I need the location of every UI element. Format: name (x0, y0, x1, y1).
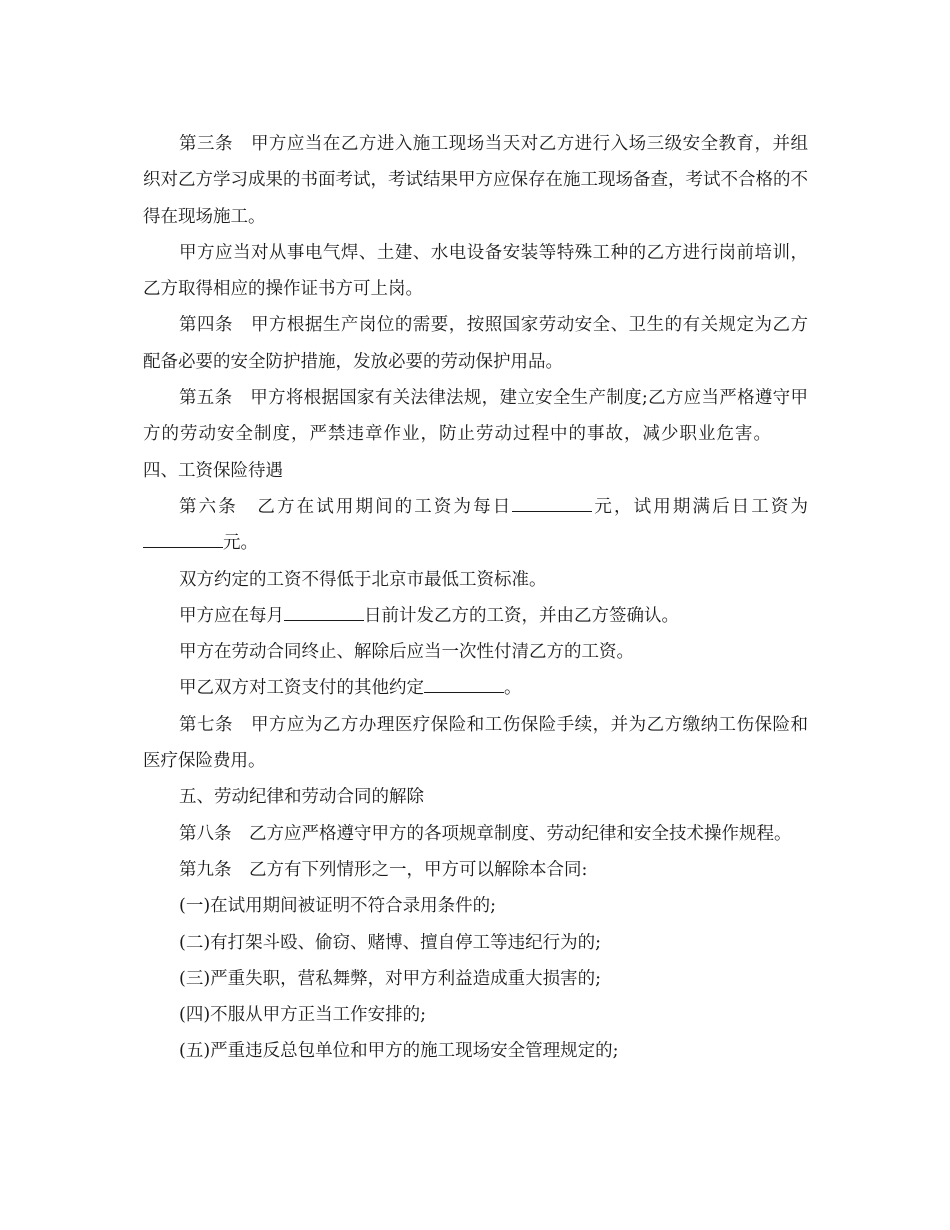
article-9-item-4: (四)不服从甲方正当工作安排的; (179, 1005, 427, 1026)
article-9-item-2: (二)有打架斗殴、偷窃、赌博、擅自停工等违纪行为的; (179, 932, 602, 953)
contract-body (143, 126, 808, 1070)
section-5-heading: 五、劳动纪律和劳动合同的解除 (179, 787, 424, 808)
wage-date-part-2: 日前计发乙方的工资，并由乙方签确认。 (364, 605, 679, 626)
article-6 (143, 489, 808, 562)
article-9-item-3: (三)严重失职，营私舞弊，对甲方利益造成重大损害的; (179, 968, 602, 989)
wage-date-part-1: 甲方应在每月 (179, 605, 284, 626)
article-5 (143, 380, 808, 489)
article-3-special-training: 甲方应当对从事电气焊、土建、水电设备安装等特殊工种的乙方进行岗前培训，乙方取得相应的操作证书方可上岗。 (143, 242, 808, 300)
article-3: 第三条 甲方应当在乙方进入施工现场当天对乙方进行入场三级安全教育，并组织对乙方学习成果的书面考试，考试结果甲方应保存在施工现场备查，考试不合格的不得在现场施工。 (143, 134, 808, 227)
article-4: 第四条 甲方根据生产岗位的需要，按照国家劳动安全、卫生的有关规定为乙方配备必要的安全防护措施，发放必要的劳动保护用品。 (143, 315, 808, 372)
daily-wage-after-probation-blank[interactable] (143, 529, 223, 548)
article-7: 第七条 甲方应为乙方办理医疗保险和工伤保险手续，并为乙方缴纳工伤保险和医疗保险费用。 (143, 714, 808, 772)
article-6-part-3: 元。 (223, 533, 258, 554)
daily-wage-probation-blank[interactable] (512, 493, 592, 512)
other-agreement-blank[interactable] (424, 674, 504, 693)
wage-settlement: 甲方在劳动合同终止、解除后应当一次性付清乙方的工资。 (179, 642, 634, 663)
article-6-part-2: 元，试用期满后日工资为 (592, 496, 809, 517)
wage-other-part-1: 甲乙双方对工资支付的其他约定 (179, 678, 424, 699)
wage-other-agreement (143, 670, 808, 706)
article-9: 第九条 乙方有下列情形之一，甲方可以解除本合同: (179, 859, 588, 880)
article-9-item-5: (五)严重违反总包单位和甲方的施工现场安全管理规定的; (179, 1041, 619, 1062)
article-9-item-1: (一)在试用期间被证明不符合录用条件的; (179, 896, 497, 917)
wage-standard: 双方约定的工资不得低于北京市最低工资标准。 (179, 569, 547, 590)
article-6-part-1: 第六条 乙方在试用期间的工资为每日 (179, 496, 513, 517)
wage-other-part-2: 。 (504, 678, 522, 699)
article-8: 第八条 乙方应严格遵守甲方的各项规章制度、劳动纪律和安全技术操作规程。 (179, 823, 792, 844)
wage-payment-date (143, 598, 808, 634)
pay-day-blank[interactable] (284, 601, 364, 620)
section-4-heading: 四、工资保险待遇 (143, 460, 283, 481)
article-5-text: 第五条 甲方将根据国家有关法律法规，建立安全生产制度;乙方应当严格遵守甲方的劳动安全制度，严禁违章作业，防止劳动过程中的事故，减少职业危害。 (143, 388, 808, 445)
